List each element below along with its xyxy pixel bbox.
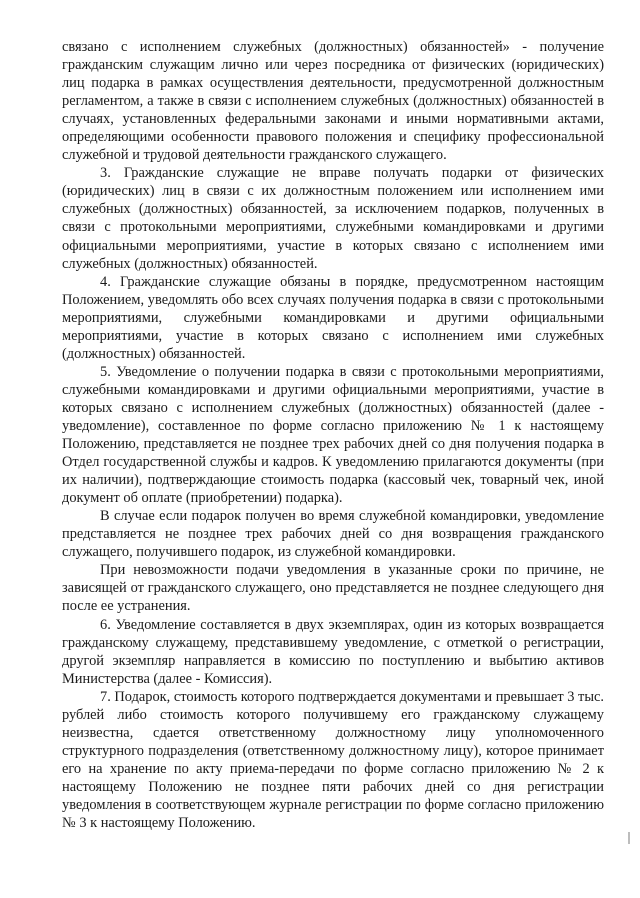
paragraph-item-3: 3. Гражданские служащие не вправе получать подарки от физических (юридических) лиц в связи с их должностным положением или исполнением ими служебных (должностных) обязанностей, за исключением подарков, полученных в связи с протокольными мероприятиями, служебными командировками и другими официальными мероприятиями, участие в которых связано с исполнением ими служебных (должностных) обязанностей. xyxy=(62,165,604,272)
paragraph-item-4: 4. Гражданские служащие обязаны в порядке, предусмотренном настоящим Положением, уведомлять обо всех случаях получения подарка в связи с протокольными мероприятиями, служебными командировками и другими официальными мероприятиями, участие в которых связано с исполнением ими служебных (должностных) обязанностей. xyxy=(62,273,604,362)
document-page xyxy=(62,38,604,832)
paragraph-continuation: связано с исполнением служебных (должностных) обязанностей» - получение гражданским служащим лично или через посредника от физических (юридических) лиц подарка в рамках осуществления деятельности, предусмотренной должностным регламентом, а также в связи с исполнением служебных (должностных) обязанностей в случаях, установленных федеральными законами и иными нормативными актами, определяющими особенности правового положения и специфику профессиональной служебной и трудовой деятельности гражданского служащего. xyxy=(62,39,604,164)
paragraph-item-5: 5. Уведомление о получении подарка в связи с протокольными мероприятиями, служебными командировками и другими официальными мероприятиями, участие в которых связано с исполнением служебных (должностных) обязанностей (далее - уведомление), составленное по форме согласно приложению № 1 к настоящему Положению, представляется не позднее трех рабочих дней со дня получения подарка в Отдел государственной службы и кадров. К уведомлению прилагаются документы (при их наличии), подтверждающие стоимость подарка (кассовый чек, товарный чек, иной документ об оплате (приобретении) подарка). xyxy=(62,363,604,507)
paragraph-impossibility: При невозможности подачи уведомления в указанные сроки по причине, не зависящей от гражданского служащего, оно представляется не позднее следующего дня после ее устранения. xyxy=(62,562,604,615)
paragraph-item-6: 6. Уведомление составляется в двух экземплярах, один из которых возвращается гражданскому служащему, представившему уведомление, с отметкой о регистрации, другой экземпляр направляется в комиссию по поступлению и выбытию активов Министерства (далее - Комиссия). xyxy=(62,616,604,687)
paragraph-business-trip: В случае если подарок получен во время служебной командировки, уведомление представляется не позднее трех рабочих дней со дня возвращения гражданского служащего, получившего подарок, из служебной командировки. xyxy=(62,508,604,561)
scan-margin-mark xyxy=(628,832,630,844)
paragraph-item-7: 7. Подарок, стоимость которого подтверждается документами и превышает 3 тыс. рублей либо стоимость которого получившему его гражданскому служащему неизвестна, сдается ответственному должностному лицу уполномоченного структурного подразделения (ответственному должностному лицу), которое принимает его на хранение по акту приема-передачи по форме согласно приложению № 2 к настоящему Положению не позднее пяти рабочих дней со дня регистрации уведомления в соответствующем журнале регистрации по форме согласно приложению № 3 к настоящему Положению. xyxy=(62,688,604,832)
